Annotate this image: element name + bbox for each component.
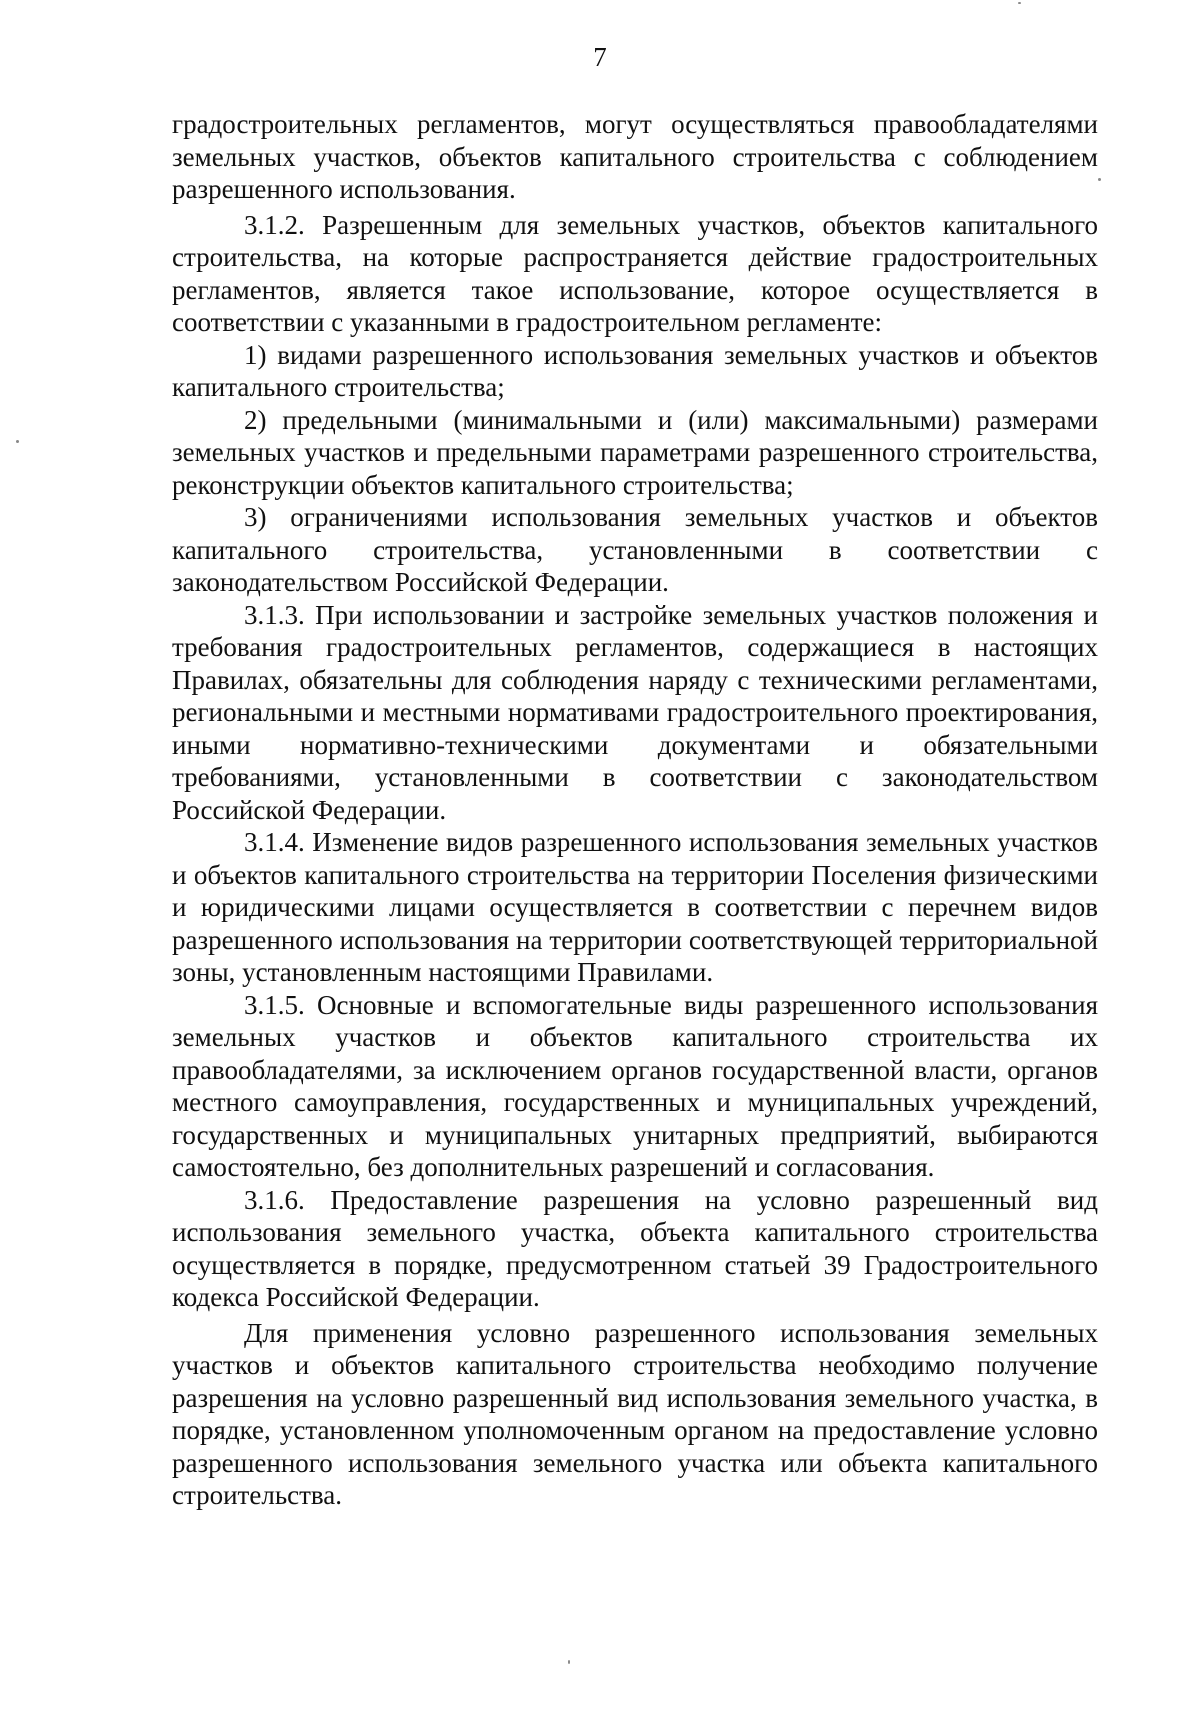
paragraph-3-1-2: 3.1.2. Разрешенным для земельных участков, объектов капитального строительства, на которые распространяется действие градостроительных регламентов, является такое использование, которое осуществляется в соответствии с указанными в градостроительном регламенте: <box>172 209 1098 337</box>
paragraph-continuation: градостроительных регламентов, могут осуществляться правообладателями земельных участков, объектов капитального строительства с соблюдением разрешенного использования. <box>172 109 1098 204</box>
paragraph-3-1-4: 3.1.4. Изменение видов разрешенного использования земельных участков и объектов капитального строительства на территории Поселения физическими и юридическими лицами осуществляется в соответствии с перечнем видов разрешенного использования на территории соответствующей территориальной зоны, установленным настоящими Правилами. <box>172 827 1098 987</box>
list-item-3: 3) ограничениями использования земельных участков и объектов капитального строительства, установленными в соответствии с законодательством Российской Федерации. <box>172 502 1098 597</box>
document-body <box>172 108 1098 1512</box>
scan-speck <box>16 440 19 443</box>
list-item-1: 1) видами разрешенного использования земельных участков и объектов капитального строительства; <box>172 339 1098 402</box>
paragraph-3-1-5: 3.1.5. Основные и вспомогательные виды разрешенного использования земельных участков и объектов капитального строительства их правообладателями, за исключением органов государственной власти, органов местного самоуправления, государственных и муниципальных учреждений, государственных и муниципальных унитарных предприятий, выбираются самостоятельно, без дополнительных разрешений и согласования. <box>172 989 1098 1182</box>
paragraph-conditional-use: Для применения условно разрешенного использования земельных участков и объектов капитального строительства необходимо получение разрешения на условно разрешенный вид использования земельного участка, в порядке, установленном уполномоченным органом на предоставление условно разрешенного использования земельного участка или объекта капитального строительства. <box>172 1317 1098 1510</box>
scan-speck <box>1018 2 1021 4</box>
scan-speck <box>1098 178 1101 181</box>
paragraph-3-1-6: 3.1.6. Предоставление разрешения на условно разрешенный вид использования земельного участка, объекта капитального строительства осуществляется в порядке, предусмотренном статьей 39 Градостроительного кодекса Российской Федерации. <box>172 1184 1098 1312</box>
page-number: 7 <box>593 42 607 72</box>
scan-speck <box>568 1660 570 1664</box>
paragraph-3-1-3: 3.1.3. При использовании и застройке земельных участков положения и требования градостроительных регламентов, содержащиеся в настоящих Правилах, обязательны для соблюдения наряду с техническими регламентами, региональными и местными нормативами градостроительного проектирования, иными нормативно-техническими документами и обязательными требованиями, установленными в соответствии с законодательством Российской Федерации. <box>172 599 1098 825</box>
list-item-2: 2) предельными (минимальными и (или) максимальными) размерами земельных участков и предельными параметрами разрешенного строительства, реконструкции объектов капитального строительства; <box>172 404 1098 500</box>
